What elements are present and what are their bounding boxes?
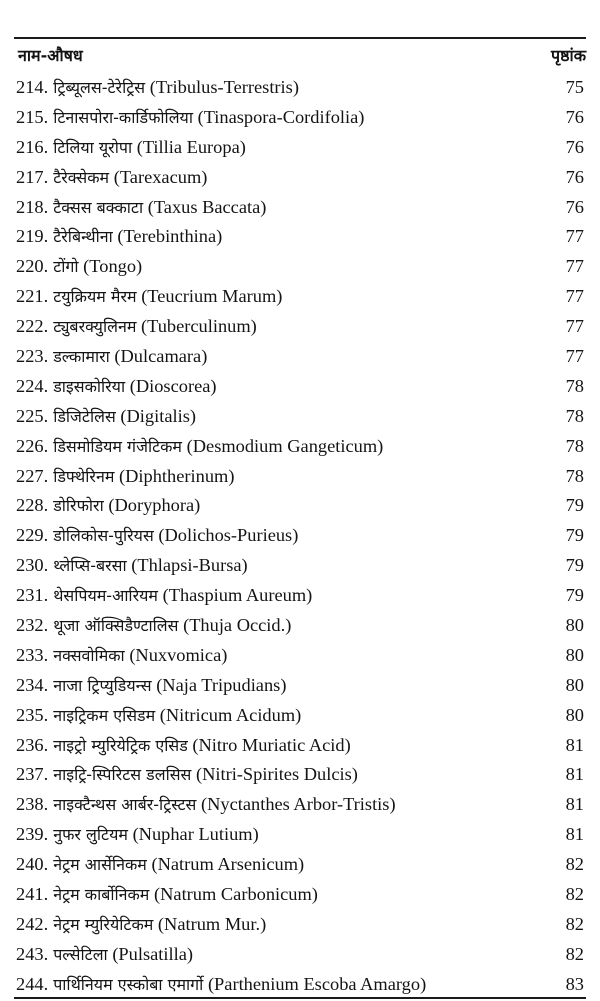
entry-latin-name: (Tarexacum) [113,166,208,187]
entry-number: 223. [16,346,49,367]
entry-latin-name: (Dioscorea) [129,375,217,396]
entry-number: 243. [16,943,49,964]
entry-hindi-name: नेट्रम कार्बोनिकम [53,885,150,905]
entry-text [16,940,193,970]
entry-page-number: 76 [565,106,584,127]
entry-page-number: 77 [565,256,584,277]
index-entry [16,820,586,850]
entry-text [16,222,222,252]
entry-hindi-name: डल्कामारा [53,347,110,367]
entry-hindi-name: टिनासपोरा-कार्डिफोलिया [53,107,193,127]
entry-hindi-name: नक्सवोमिका [53,645,125,665]
entry-number: 239. [16,824,49,845]
entry-hindi-name: थूजा ऑक्सिडैण्टालिस [53,616,179,636]
index-entry [16,193,586,223]
index-entry [16,103,586,133]
entry-latin-name: (Parthenium Escoba Amargo) [207,973,427,994]
entry-text [16,611,291,641]
index-entry [16,312,586,342]
entry-latin-name: (Tinaspora-Cordifolia) [197,106,365,127]
entry-hindi-name: नेट्रम म्युरियेटिकम [53,914,154,934]
index-entry [16,850,586,880]
entry-latin-name: (Terebinthina) [117,226,223,247]
entry-number: 222. [16,316,49,337]
entry-text [16,342,207,372]
entry-hindi-name: डिफ्थेरिनम [53,466,115,486]
index-entry [16,731,586,761]
entry-latin-name: (Dulcamara) [114,346,208,367]
entry-latin-name: (Nyctanthes Arbor-Tristis) [200,794,396,815]
entry-latin-name: (Thlapsi-Bursa) [131,555,248,576]
entry-number: 241. [16,884,49,905]
entry-text [16,701,301,731]
index-list [16,73,586,1000]
entry-number: 230. [16,555,49,576]
entry-text [16,880,318,910]
entry-text [16,760,358,790]
entry-text [16,850,304,880]
index-entry [16,611,586,641]
entry-latin-name: (Digitalis) [120,405,196,426]
entry-number: 217. [16,166,49,187]
entry-text [16,252,142,282]
entry-number: 240. [16,854,49,875]
entry-latin-name: (Tribulus-Terrestris) [149,77,299,97]
entry-page-number: 80 [565,674,584,695]
entry-number: 242. [16,913,49,934]
entry-text [16,432,383,462]
entry-hindi-name: डिसमोडियम गंजेटिकम [53,436,183,456]
entry-hindi-name: टोंगो [53,257,79,277]
index-entry [16,910,586,940]
entry-page-number: 77 [565,286,584,307]
entry-text [16,820,259,850]
entry-latin-name: (Tuberculinum) [141,316,257,337]
entry-page-number: 78 [565,405,584,426]
entry-hindi-name: ट्युबरक्युलिनम [53,317,137,337]
entry-text [16,193,266,223]
entry-latin-name: (Nuxvomica) [129,644,228,665]
entry-page-number: 81 [565,824,584,845]
entry-latin-name: (Nitro Muriatic Acid) [192,734,351,755]
entry-page-number: 78 [565,435,584,456]
entry-number: 228. [16,495,49,516]
entry-page-number: 82 [565,854,584,875]
entry-number: 218. [16,196,49,217]
index-entry [16,551,586,581]
entry-hindi-name: टैरेक्सेकम [53,167,110,187]
entry-text [16,402,196,432]
entry-text [16,73,299,103]
entry-number: 214. [16,77,49,97]
entry-latin-name: (Tillia Europa) [136,136,246,157]
entry-text [16,731,351,761]
top-rule [14,37,586,39]
entry-number: 226. [16,435,49,456]
index-entry [16,641,586,671]
entry-latin-name: (Taxus Baccata) [147,196,267,217]
index-entry [16,222,586,252]
entry-text [16,910,266,940]
entry-number: 220. [16,256,49,277]
entry-latin-name: (Dolichos-Purieus) [158,525,299,546]
entry-latin-name: (Nitricum Acidum) [159,704,302,725]
entry-latin-name: (Teucrium Marum) [141,286,283,307]
entry-text [16,641,227,671]
index-entry [16,880,586,910]
entry-number: 236. [16,734,49,755]
entry-latin-name: (Naja Tripudians) [156,674,287,695]
entry-latin-name: (Pulsatilla) [112,943,194,964]
entry-hindi-name: डोरिफोरा [53,496,104,516]
entry-text [16,970,426,1000]
entry-number: 232. [16,615,49,636]
index-entry [16,521,586,551]
entry-text [16,312,257,342]
entry-latin-name: (Diphtherinum) [119,465,235,486]
entry-latin-name: (Doryphora) [108,495,201,516]
entry-page-number: 79 [565,585,584,606]
index-entry [16,671,586,701]
entry-text [16,103,364,133]
entry-latin-name: (Tongo) [83,256,143,277]
entry-page-number: 76 [565,166,584,187]
entry-page-number: 80 [565,704,584,725]
entry-hindi-name: नाइट्रो म्युरियेट्रिक एसिड [53,735,188,755]
index-entry [16,491,586,521]
index-entry [16,342,586,372]
entry-page-number: 82 [565,943,584,964]
index-header [16,38,586,66]
entry-page-number: 77 [565,226,584,247]
index-entry [16,252,586,282]
entry-page-number: 80 [565,644,584,665]
entry-hindi-name: नाइट्रि-स्पिरिटस डलसिस [53,765,192,785]
entry-hindi-name: नुफर लुटियम [53,825,128,845]
entry-hindi-name: टैक्सस बक्काटा [53,197,144,217]
entry-number: 221. [16,286,49,307]
entry-text [16,282,282,312]
entry-text [16,133,246,163]
entry-text [16,462,234,492]
entry-hindi-name: नाइट्रिकम एसिडम [53,705,156,725]
entry-hindi-name: डाइसकोरिया [53,376,126,396]
index-entry [16,970,586,1000]
bottom-rule [14,997,586,999]
index-entry [16,581,586,611]
entry-hindi-name: थ्लेप्सि-बरसा [53,556,127,576]
index-entry [16,940,586,970]
entry-page-number: 79 [565,555,584,576]
entry-text [16,671,286,701]
entry-text [16,372,217,402]
entry-hindi-name: पल्सेटिला [53,944,108,964]
entry-number: 219. [16,226,49,247]
entry-text [16,491,200,521]
index-entry [16,163,586,193]
entry-page-number: 79 [565,495,584,516]
index-entry [16,133,586,163]
entry-latin-name: (Nitri-Spirites Dulcis) [195,764,358,785]
header-page-number: पृष्ठांक [551,46,586,65]
index-entry [16,760,586,790]
index-entry [16,790,586,820]
entry-page-number: 75 [565,77,584,97]
entry-number: 215. [16,106,49,127]
entry-page-number: 80 [565,615,584,636]
entry-number: 234. [16,674,49,695]
entry-page-number: 83 [565,973,584,994]
entry-latin-name: (Natrum Mur.) [157,913,267,934]
index-entry [16,402,586,432]
entry-number: 225. [16,405,49,426]
entry-hindi-name: नेट्रम आर्सेनिकम [53,855,147,875]
entry-number: 235. [16,704,49,725]
entry-page-number: 76 [565,196,584,217]
index-entry [16,701,586,731]
entry-page-number: 77 [565,316,584,337]
entry-page-number: 81 [565,764,584,785]
entry-hindi-name: नाजा ट्रिप्युडियन्स [53,675,152,695]
entry-page-number: 78 [565,465,584,486]
entry-hindi-name: पार्थिनियम एस्कोबा एमार्गो [53,974,204,994]
entry-text [16,581,312,611]
entry-number: 216. [16,136,49,157]
entry-page-number: 79 [565,525,584,546]
index-entry [16,282,586,312]
entry-hindi-name: टिलिया यूरोपा [53,137,133,157]
header-name-medicine: नाम-औषध [18,46,83,65]
entry-latin-name: (Thuja Occid.) [183,615,292,636]
entry-page-number: 78 [565,375,584,396]
entry-hindi-name: टैरेबिन्थीना [53,227,113,247]
entry-text [16,551,248,581]
entry-page-number: 77 [565,346,584,367]
entry-hindi-name: थेसपियम-आरियम [53,586,158,606]
entry-latin-name: (Natrum Carbonicum) [154,884,318,905]
entry-latin-name: (Natrum Arsenicum) [151,854,305,875]
entry-hindi-name: टयुक्रियम मैरम [53,287,137,307]
entry-number: 233. [16,644,49,665]
entry-text [16,163,207,193]
entry-hindi-name: डोलिकोस-पुरियस [53,526,154,546]
entry-number: 227. [16,465,49,486]
index-entry [16,73,586,103]
entry-text [16,790,396,820]
entry-page-number: 82 [565,913,584,934]
entry-hindi-name: नाइक्टैन्थस आर्बर-ट्रिस्टस [53,795,197,815]
entry-hindi-name: ट्रिब्यूलस-टेरेट्रिस [53,78,146,97]
index-entry [16,462,586,492]
entry-page-number: 81 [565,734,584,755]
entry-hindi-name: डिजिटेलिस [53,406,116,426]
entry-number: 244. [16,973,49,994]
entry-number: 237. [16,764,49,785]
entry-latin-name: (Nuphar Lutium) [132,824,259,845]
entry-latin-name: (Desmodium Gangeticum) [186,435,384,456]
entry-page-number: 82 [565,884,584,905]
entry-number: 238. [16,794,49,815]
entry-page-number: 76 [565,136,584,157]
entry-text [16,521,298,551]
entry-latin-name: (Thaspium Aureum) [162,585,313,606]
index-entry [16,372,586,402]
entry-number: 231. [16,585,49,606]
index-entry [16,432,586,462]
entry-number: 224. [16,375,49,396]
entry-page-number: 81 [565,794,584,815]
entry-number: 229. [16,525,49,546]
